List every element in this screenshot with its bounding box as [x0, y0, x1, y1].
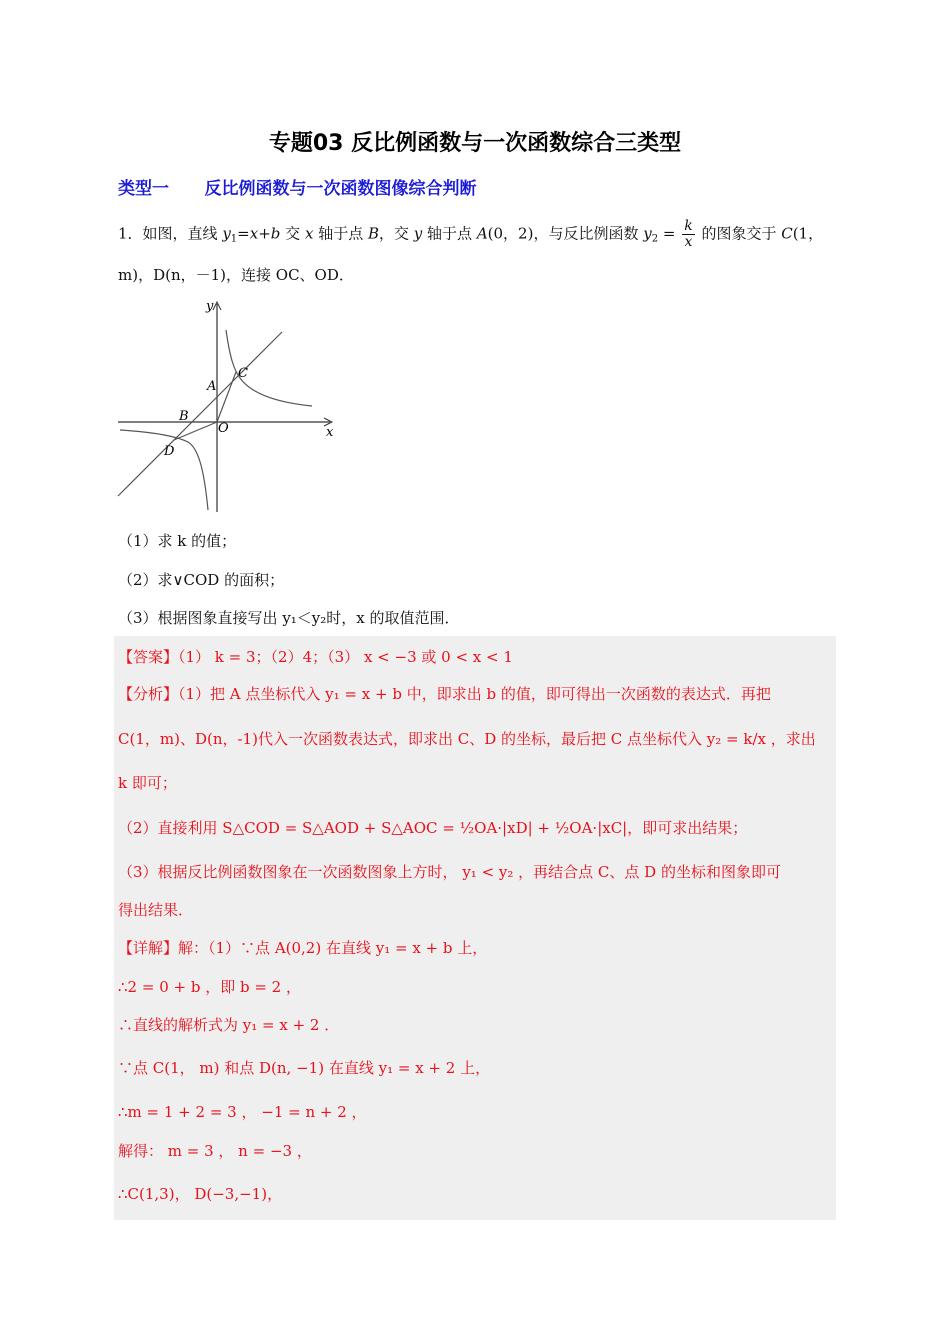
- point-b-label: B: [179, 409, 189, 424]
- detail-line-4: ∵点 C(1， m) 和点 D(n, −1) 在直线 y₁ = x + 2 上，: [118, 1059, 491, 1077]
- detail-line-2: ∴2 = 0 + b ，即 b = 2 ，: [118, 978, 301, 996]
- point-c-label: C: [238, 366, 248, 381]
- problem-line-2: m)，D(n，－1)，连接 OC、OD．: [118, 266, 354, 284]
- detail-line-6: 解得： m = 3 ， n = −3 ，: [118, 1142, 312, 1160]
- point-a-label: A: [207, 379, 217, 394]
- section-heading: 类型一 反比例函数与一次函数图像综合判断: [118, 179, 477, 199]
- problem-line-1: 1．如图，直线 $y_1=x+b$ 交 x 轴于点 B，交 y 轴于点 A(0，2)，与反比例函数 $y_2$ = $\frac{k}{x}$ 的图象交于 C(1，: [118, 218, 824, 250]
- linear-function-line: [118, 332, 282, 496]
- question-3: （3）根据图象直接写出 y₁＜y₂时，x 的取值范围．: [118, 609, 460, 627]
- answer-line: 【答案】（1） k = 3；（2）4；（3） x < −3 或 0 < x < 1: [118, 648, 513, 666]
- analysis-line-3: k 即可；: [118, 774, 177, 792]
- analysis-line-1: 【分析】（1）把 A 点坐标代入 y₁ = x + b 中，即求出 b 的值，即可得出一次函数的表达式．再把: [118, 685, 771, 703]
- analysis-line-6: 得出结果．: [118, 901, 194, 919]
- analysis-line-4: （2）直接利用 S△COD = S△AOD + S△AOC = ½OA·|xD| + ½OA·|xC|，即可求出结果；: [118, 819, 748, 837]
- y-axis-label: y: [206, 299, 214, 314]
- detail-line-5: ∴m = 1 + 2 = 3 ， −1 = n + 2 ，: [118, 1103, 367, 1121]
- question-1: （1）求 k 的值；: [118, 532, 237, 550]
- solution-box: [114, 636, 836, 1220]
- x-axis-label: x: [326, 425, 334, 440]
- point-d-label: D: [164, 444, 175, 459]
- origin-label: O: [218, 421, 229, 436]
- detail-line-1: 【详解】解：（1）∵点 A(0,2) 在直线 y₁ = x + b 上，: [118, 939, 488, 957]
- analysis-line-5: （3）根据反比例函数图象在一次函数图象上方时， y₁ < y₂ ，再结合点 C、点 D 的坐标和图象即可: [118, 863, 781, 881]
- segment-oc: [217, 372, 236, 422]
- detail-line-3: ∴直线的解析式为 y₁ = x + 2 ．: [118, 1016, 340, 1034]
- page-title: 专题03 反比例函数与一次函数综合三类型: [268, 131, 682, 156]
- detail-line-7: ∴C(1,3)， D(−3,−1)，: [118, 1185, 283, 1203]
- hyperbola-branch-2: [120, 430, 208, 510]
- question-2: （2）求∨COD 的面积；: [118, 571, 285, 589]
- segment-od: [174, 422, 217, 440]
- function-graph: [112, 296, 342, 518]
- analysis-line-2: C(1，m)、D(n，-1)代入一次函数表达式，即求出 C、D 的坐标，最后把 C 点坐标代入 y₂ = k/x ，求出: [118, 730, 816, 748]
